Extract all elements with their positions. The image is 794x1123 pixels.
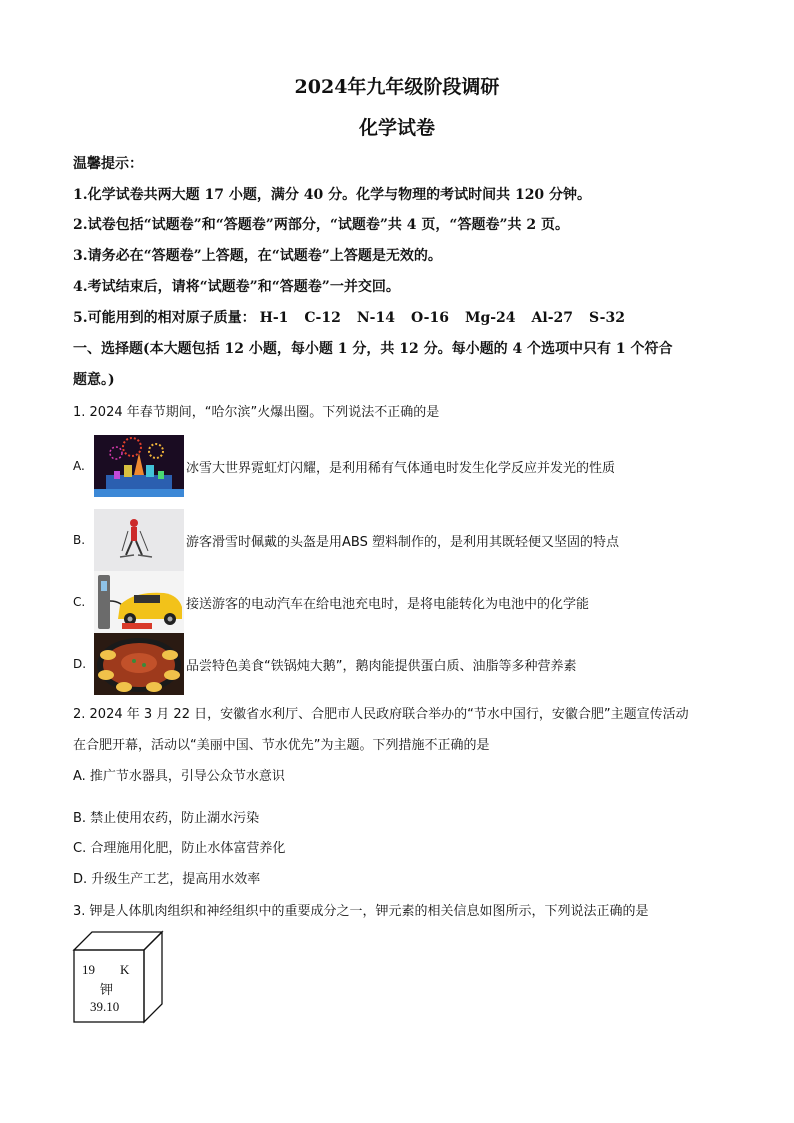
q2-option-d: D. 升级生产工艺，提高用水效率	[73, 872, 261, 887]
q2-stem-line2: 在合肥开幕，活动以“美丽中国、节水优先”为主题。下列措施不正确的是	[73, 738, 490, 753]
q1-stem: 1. 2024 年春节期间，“哈尔滨”火爆出圈。下列说法不正确的是	[73, 405, 440, 420]
element-name: 钾	[100, 982, 114, 997]
q1-option-b-letter: B.	[73, 533, 86, 547]
notice-item-4: 4.考试结束后，请将“试题卷”和“答题卷”一并交回。	[73, 279, 400, 295]
skier-image	[94, 509, 184, 571]
q3-stem: 3. 钾是人体肌肉组织和神经组织中的重要成分之一，钾元素的相关信息如图所示，下列说法正确的是	[73, 904, 649, 919]
section1-heading: 一、选择题(本大题包括 12 小题，每小题 1 分，共 12 分。每小题的 4 个选项中只有 1 个符合	[73, 341, 673, 357]
electric-car-charging-image	[94, 571, 184, 633]
q1-option-c	[73, 570, 589, 634]
mass-al: Al-27	[531, 310, 574, 326]
exam-subtitle: 化学试卷	[358, 117, 435, 139]
q1-option-a-text: 冰雪大世界霓虹灯闪耀，是利用稀有气体通电时发生化学反应并发光的性质	[186, 460, 616, 476]
notice-heading: 温馨提示：	[73, 156, 143, 172]
q1-option-d-text: 品尝特色美食“铁锅炖大鹅”，鹅肉能提供蛋白质、油脂等多种营养素	[186, 658, 577, 674]
potassium-element-card	[70, 928, 166, 1024]
notice-item-2: 2.试卷包括“试题卷”和“答题卷”两部分，“试题卷”共 4 页，“答题卷”共 2 页。	[73, 217, 570, 233]
q2-option-b: B. 禁止使用农药，防止湖水污染	[73, 811, 260, 826]
q2-option-a: A. 推广节水器具，引导公众节水意识	[73, 769, 285, 784]
q1-option-b	[73, 508, 619, 572]
q1-option-c-text: 接送游客的电动汽车在给电池充电时，是将电能转化为电池中的化学能	[186, 596, 590, 612]
mass-mg: Mg-24	[464, 310, 516, 326]
mass-n: N-14	[356, 310, 395, 326]
element-symbol: K	[120, 962, 130, 977]
ice-castle-fireworks-image	[94, 435, 184, 497]
exam-title: 2024年九年级阶段调研	[294, 76, 500, 98]
atomic-masses-label: 5.可能用到的相对原子质量：	[73, 310, 256, 326]
q2-stem-line1: 2. 2024 年 3 月 22 日，安徽省水利厅、合肥市人民政府联合举办的“节水中国行，安徽合肥”主题宣传活动	[73, 707, 689, 722]
section1-heading-cont: 题意。)	[73, 372, 115, 388]
notice-item-3: 3.请务必在“答题卷”上答题，在“试题卷”上答题是无效的。	[73, 248, 442, 264]
atomic-masses	[73, 307, 641, 327]
q1-option-b-text: 游客滑雪时佩戴的头盔是用ABS 塑料制作的，是利用其既轻便又坚固的特点	[186, 534, 619, 550]
mass-h: H-1	[259, 310, 289, 326]
mass-o: O-16	[410, 310, 449, 326]
q2-option-c: C. 合理施用化肥，防止水体富营养化	[73, 841, 286, 856]
q1-option-a-letter: A.	[73, 459, 85, 473]
goose-stew-image	[94, 633, 184, 695]
mass-s: S-32	[589, 310, 625, 326]
q1-option-d-letter: D.	[73, 657, 87, 671]
element-atomic-mass: 39.10	[90, 999, 120, 1014]
mass-c: C-12	[304, 310, 341, 326]
notice-item-1: 1.化学试卷共两大题 17 小题，满分 40 分。化学与物理的考试时间共 120 分钟。	[73, 187, 592, 203]
q1-option-a	[73, 434, 615, 498]
q1-option-d	[73, 632, 576, 696]
q1-option-c-letter: C.	[73, 595, 86, 609]
element-atomic-number: 19	[82, 962, 95, 977]
